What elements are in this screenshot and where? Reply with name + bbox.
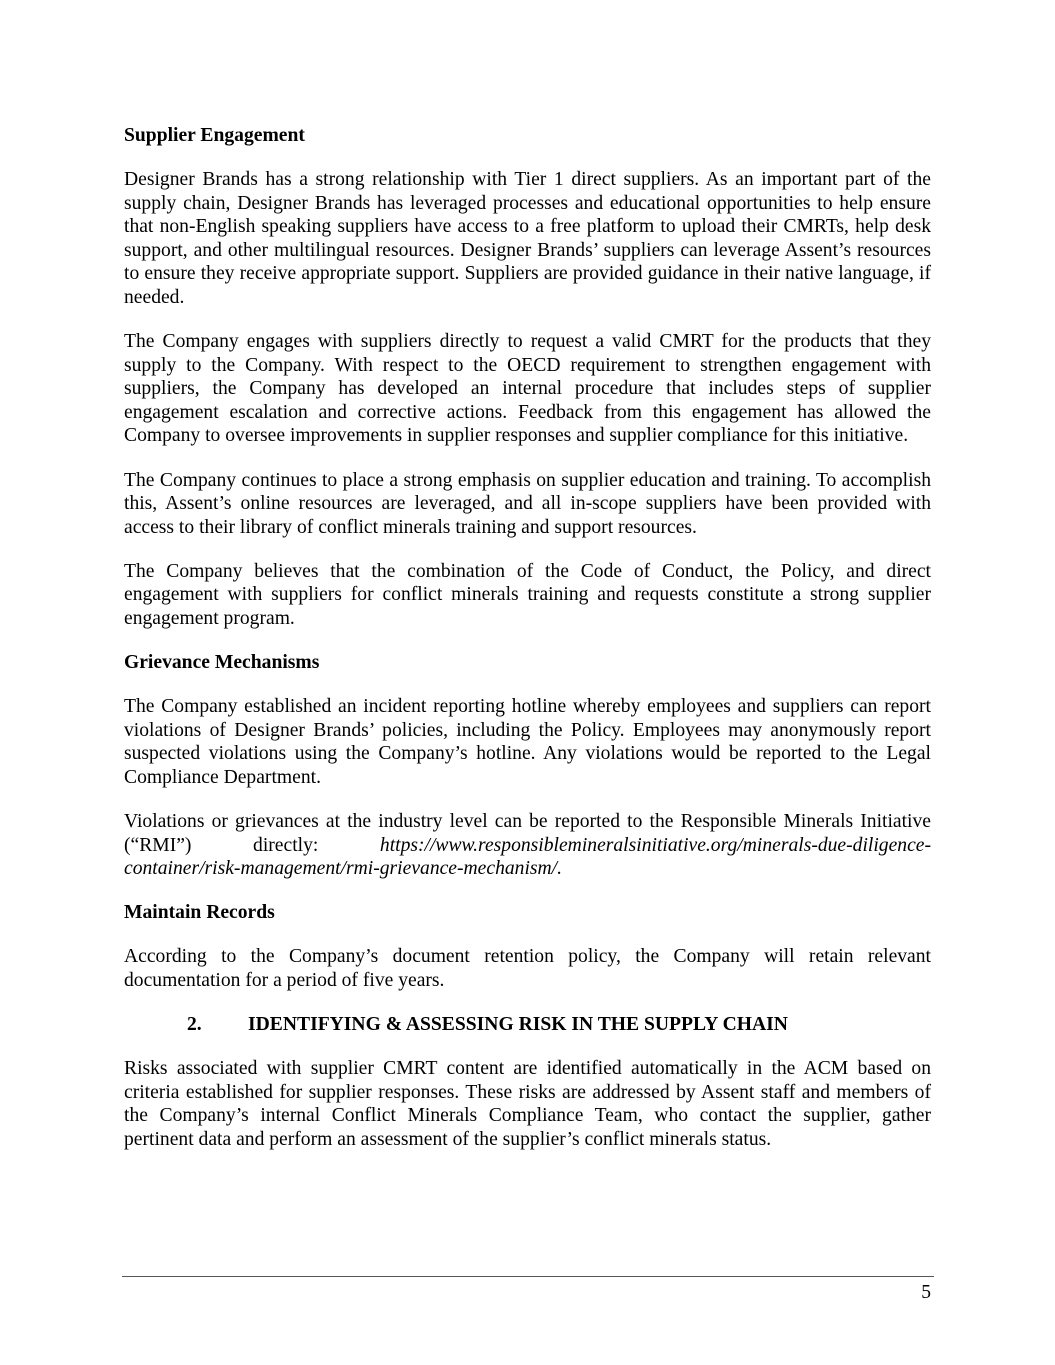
paragraph: Designer Brands has a strong relationship with Tier 1 direct suppliers. As an important part of the supply chain, Designer Brands has leveraged processes and educational opportunities to help ensure that non-English speaking suppliers have access to a free platform to upload their CMRTs, help desk support, and other multilingual resources. Designer Brands’ suppliers can leverage Assent’s resources to ensure they receive appropriate support. Suppliers are provided guidance in their native language, if needed. bbox=[124, 169, 931, 308]
document-body bbox=[124, 124, 931, 1172]
heading-maintain-records: Maintain Records bbox=[124, 902, 275, 924]
paragraph: The Company engages with suppliers directly to request a valid CMRT for the products that they supply to the Company. With respect to the OECD requirement to strengthen engagement with suppliers, the Company has developed an internal procedure that includes steps of supplier engagement escalation and corrective actions. Feedback from this engagement has allowed the Company to oversee improvements in supplier responses and supplier compliance for this initiative. bbox=[124, 331, 931, 447]
paragraph-text: Violations or grievances at the industry level can be reported to the Responsible Minerals Initiative (“RMI”) directly: bbox=[124, 810, 931, 856]
paragraph: Risks associated with supplier CMRT content are identified automatically in the ACM based on criteria established for supplier responses. These risks are addressed by Assent staff and members of the Company’s internal Conflict Minerals Compliance Team, who contact the supplier, gather pertinent data and perform an assessment of the supplier’s conflict minerals status. bbox=[124, 1057, 931, 1150]
paragraph: The Company established an incident reporting hotline whereby employees and suppliers can report violations of Designer Brands’ policies, including the Policy. Employees may anonymously report suspected violations using the Company’s hotline. Any violations would be reported to the Legal Compliance Department. bbox=[124, 696, 931, 788]
heading-grievance-mechanisms: Grievance Mechanisms bbox=[124, 652, 320, 674]
paragraph: According to the Company’s document retention policy, the Company will retain relevant documentation for a period of five years. bbox=[124, 946, 931, 991]
paragraph: The Company believes that the combination of the Code of Conduct, the Policy, and direct engagement with suppliers for conflict minerals training and requests constitute a strong supplier engagement program. bbox=[124, 560, 931, 629]
heading-supplier-engagement: Supplier Engagement bbox=[124, 125, 305, 146]
paragraph-with-link bbox=[124, 810, 931, 881]
section-title: IDENTIFYING & ASSESSING RISK IN THE SUPPLY CHAIN bbox=[248, 1013, 788, 1035]
footer-divider bbox=[122, 1276, 934, 1277]
page-number: 5 bbox=[921, 1282, 931, 1303]
section-heading-risk bbox=[124, 1013, 931, 1037]
rmi-grievance-link[interactable]: https://www.responsiblemineralsinitiative.org/minerals-due-diligence-container/risk-management/rmi-grievance-mechanism/. bbox=[124, 834, 931, 880]
paragraph: The Company continues to place a strong emphasis on supplier education and training. To accomplish this, Assent’s online resources are leveraged, and all in-scope suppliers have been provided with access to their library of conflict minerals training and support resources. bbox=[124, 469, 931, 538]
section-number: 2. bbox=[187, 1013, 202, 1035]
